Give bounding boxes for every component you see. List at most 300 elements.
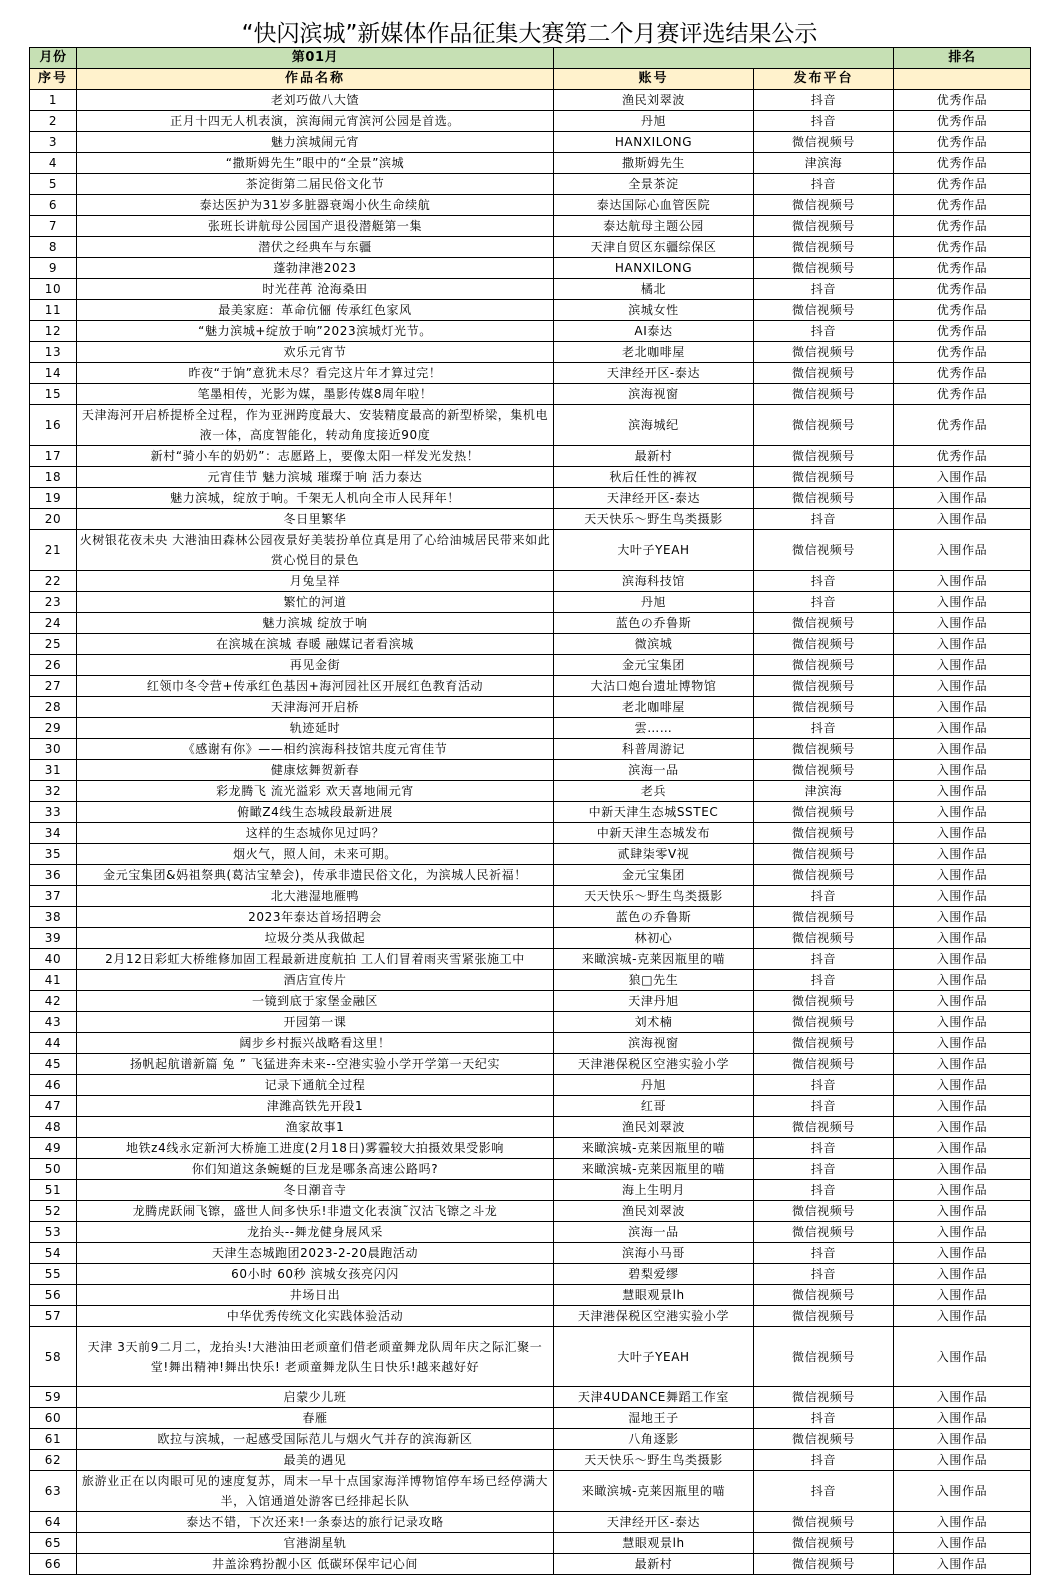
cell-name[interactable]: 泰达医护为31岁多脏器衰竭小伙生命续航 [77,195,554,216]
cell-rank[interactable]: 入围作品 [894,823,1031,844]
cell-rank[interactable]: 优秀作品 [894,216,1031,237]
cell-account[interactable]: 滨海科技馆 [554,571,754,592]
cell-no[interactable]: 20 [30,509,77,530]
cell-rank[interactable]: 入围作品 [894,991,1031,1012]
cell-no[interactable]: 46 [30,1075,77,1096]
cell-rank[interactable]: 入围作品 [894,1285,1031,1306]
cell-platform[interactable]: 微信视频号 [754,991,894,1012]
cell-platform[interactable]: 微信视频号 [754,760,894,781]
cell-account[interactable]: 中新天津生态城发布 [554,823,754,844]
cell-platform[interactable]: 抖音 [754,1159,894,1180]
cell-no[interactable]: 39 [30,928,77,949]
cell-account[interactable]: 天天快乐～野生鸟类摄影 [554,509,754,530]
cell-name[interactable]: 2023年泰达首场招聘会 [77,907,554,928]
cell-platform[interactable]: 抖音 [754,592,894,613]
cell-name[interactable]: 天津海河开启桥提桥全过程，作为亚洲跨度最大、安装精度最高的新型桥梁，集机电液一体，高度智能化，转动角度接近90度 [77,405,554,446]
cell-name[interactable]: 张班长讲航母公园国产退役潜艇第一集 [77,216,554,237]
cell-no[interactable]: 23 [30,592,77,613]
cell-name[interactable]: 冬日潮音寺 [77,1180,554,1201]
cell-account[interactable]: 渔民刘翠波 [554,90,754,111]
cell-name[interactable]: 金元宝集团&妈祖祭典(葛沽宝辇会)，传承非遗民俗文化，为滨城人民祈福！ [77,865,554,886]
cell-name[interactable]: 扬帆起航谱新篇 兔 ” 飞猛进奔未来--空港实验小学开学第一天纪实 [77,1054,554,1075]
cell-rank[interactable]: 入围作品 [894,1264,1031,1285]
cell-no[interactable]: 1 [30,90,77,111]
cell-name[interactable]: 魅力滨城闹元宵 [77,132,554,153]
cell-no[interactable]: 64 [30,1512,77,1533]
cell-no[interactable]: 14 [30,363,77,384]
cell-name[interactable]: 健康炫舞贺新春 [77,760,554,781]
month-label-cell[interactable]: 月份 [30,48,77,69]
cell-platform[interactable]: 微信视频号 [754,739,894,760]
cell-rank[interactable]: 入围作品 [894,1012,1031,1033]
cell-rank[interactable]: 入围作品 [894,571,1031,592]
cell-account[interactable]: 滨海城纪 [554,405,754,446]
cell-no[interactable]: 43 [30,1012,77,1033]
cell-platform[interactable]: 微信视频号 [754,258,894,279]
cell-name[interactable]: 春雁 [77,1408,554,1429]
cell-account[interactable]: 橘北 [554,279,754,300]
cell-account[interactable]: 秋后任性的裤衩 [554,467,754,488]
cell-name[interactable]: 茶淀街第二届民俗文化节 [77,174,554,195]
cell-no[interactable]: 41 [30,970,77,991]
cell-platform[interactable]: 抖音 [754,1243,894,1264]
cell-account[interactable]: 天津丹旭 [554,991,754,1012]
cell-rank[interactable]: 入围作品 [894,1327,1031,1387]
cell-no[interactable]: 48 [30,1117,77,1138]
cell-account[interactable]: 天津经开区-泰达 [554,363,754,384]
cell-account[interactable]: 八角逐影 [554,1429,754,1450]
cell-platform[interactable]: 抖音 [754,886,894,907]
col-header-name[interactable]: 作品名称 [77,69,554,90]
cell-rank[interactable]: 优秀作品 [894,279,1031,300]
cell-rank[interactable]: 入围作品 [894,488,1031,509]
cell-platform[interactable]: 微信视频号 [754,300,894,321]
cell-no[interactable]: 59 [30,1387,77,1408]
cell-account[interactable]: 大叶子YEAH [554,1327,754,1387]
cell-platform[interactable]: 微信视频号 [754,907,894,928]
cell-platform[interactable]: 抖音 [754,111,894,132]
cell-name[interactable]: 烟火气，照人间，未来可期。 [77,844,554,865]
cell-account[interactable]: 慧眼观景lh [554,1285,754,1306]
cell-account[interactable]: 滨海视窗 [554,384,754,405]
cell-rank[interactable]: 优秀作品 [894,384,1031,405]
cell-account[interactable]: 林初心 [554,928,754,949]
cell-platform[interactable]: 微信视频号 [754,823,894,844]
cell-no[interactable]: 13 [30,342,77,363]
cell-account[interactable]: 渔民刘翠波 [554,1117,754,1138]
cell-rank[interactable]: 入围作品 [894,530,1031,571]
cell-platform[interactable]: 抖音 [754,90,894,111]
cell-rank[interactable]: 入围作品 [894,1243,1031,1264]
cell-account[interactable]: 老北咖啡屋 [554,342,754,363]
cell-no[interactable]: 44 [30,1033,77,1054]
cell-platform[interactable]: 微信视频号 [754,488,894,509]
cell-name[interactable]: 渔家故事1 [77,1117,554,1138]
cell-platform[interactable]: 微信视频号 [754,1054,894,1075]
cell-account[interactable]: 天津4UDANCE舞蹈工作室 [554,1387,754,1408]
cell-platform[interactable]: 微信视频号 [754,802,894,823]
cell-account[interactable]: 金元宝集团 [554,655,754,676]
cell-account[interactable]: 泰达航母主题公园 [554,216,754,237]
cell-no[interactable]: 49 [30,1138,77,1159]
cell-rank[interactable]: 优秀作品 [894,132,1031,153]
cell-no[interactable]: 9 [30,258,77,279]
cell-platform[interactable]: 微信视频号 [754,216,894,237]
cell-rank[interactable]: 入围作品 [894,928,1031,949]
cell-name[interactable]: 最美的遇见 [77,1450,554,1471]
cell-no[interactable]: 63 [30,1471,77,1512]
cell-rank[interactable]: 入围作品 [894,1033,1031,1054]
cell-account[interactable]: 湿地王子 [554,1408,754,1429]
cell-platform[interactable]: 微信视频号 [754,195,894,216]
cell-name[interactable]: 泰达不错，下次还来!一条泰达的旅行记录攻略 [77,1512,554,1533]
cell-rank[interactable]: 优秀作品 [894,258,1031,279]
cell-platform[interactable]: 微信视频号 [754,1533,894,1554]
cell-platform[interactable]: 微信视频号 [754,613,894,634]
cell-name[interactable]: 这样的生态城你见过吗？ [77,823,554,844]
cell-no[interactable]: 21 [30,530,77,571]
cell-no[interactable]: 42 [30,991,77,1012]
cell-no[interactable]: 60 [30,1408,77,1429]
cell-no[interactable]: 6 [30,195,77,216]
cell-name[interactable]: 中华优秀传统文化实践体验活动 [77,1306,554,1327]
cell-platform[interactable]: 微信视频号 [754,676,894,697]
cell-account[interactable]: 天津港保税区空港实验小学 [554,1054,754,1075]
cell-rank[interactable]: 入围作品 [894,1096,1031,1117]
cell-name[interactable]: 蓬勃津港2023 [77,258,554,279]
cell-platform[interactable]: 微信视频号 [754,1306,894,1327]
cell-no[interactable]: 19 [30,488,77,509]
cell-rank[interactable]: 优秀作品 [894,446,1031,467]
cell-name[interactable]: 在滨城在滨城 春暖 融媒记者看滨城 [77,634,554,655]
cell-name[interactable]: 欢乐元宵节 [77,342,554,363]
cell-no[interactable]: 25 [30,634,77,655]
cell-platform[interactable]: 抖音 [754,970,894,991]
cell-rank[interactable]: 入围作品 [894,1512,1031,1533]
cell-no[interactable]: 61 [30,1429,77,1450]
cell-rank[interactable]: 入围作品 [894,1222,1031,1243]
cell-rank[interactable]: 入围作品 [894,718,1031,739]
cell-name[interactable]: 新村“骑小车的奶奶”：志愿路上，要像太阳一样发光发热！ [77,446,554,467]
cell-account[interactable]: 老兵 [554,781,754,802]
cell-name[interactable]: “撒斯姆先生”眼中的“全景”滨城 [77,153,554,174]
cell-account[interactable]: 刘术楠 [554,1012,754,1033]
cell-account[interactable]: AI泰达 [554,321,754,342]
cell-platform[interactable]: 微信视频号 [754,1327,894,1387]
cell-no[interactable]: 4 [30,153,77,174]
cell-no[interactable]: 33 [30,802,77,823]
cell-platform[interactable]: 微信视频号 [754,1554,894,1575]
cell-platform[interactable]: 微信视频号 [754,342,894,363]
cell-rank[interactable]: 优秀作品 [894,321,1031,342]
cell-no[interactable]: 10 [30,279,77,300]
cell-platform[interactable]: 抖音 [754,1471,894,1512]
cell-name[interactable]: 元宵佳节 魅力滨城 璀璨于响 活力泰达 [77,467,554,488]
cell-no[interactable]: 5 [30,174,77,195]
cell-platform[interactable]: 微信视频号 [754,655,894,676]
cell-account[interactable]: 天天快乐～野生鸟类摄影 [554,886,754,907]
cell-account[interactable]: 泰达国际心血管医院 [554,195,754,216]
cell-name[interactable]: 《感谢有你》——相约滨海科技馆共度元宵佳节 [77,739,554,760]
cell-platform[interactable]: 微信视频号 [754,1117,894,1138]
cell-platform[interactable]: 微信视频号 [754,928,894,949]
cell-name[interactable]: 老刘巧做八大馇 [77,90,554,111]
col-header-account[interactable]: 账号 [554,69,754,90]
cell-name[interactable]: 酒店宣传片 [77,970,554,991]
cell-rank[interactable]: 入围作品 [894,467,1031,488]
cell-no[interactable]: 28 [30,697,77,718]
cell-platform[interactable]: 微信视频号 [754,865,894,886]
cell-rank[interactable]: 优秀作品 [894,111,1031,132]
cell-account[interactable]: 丹旭 [554,592,754,613]
cell-platform[interactable]: 抖音 [754,321,894,342]
cell-rank[interactable]: 优秀作品 [894,195,1031,216]
cell-account[interactable]: 滨城女性 [554,300,754,321]
cell-rank[interactable]: 入围作品 [894,1450,1031,1471]
cell-name[interactable]: 2月12日彩虹大桥维修加固工程最新进度航拍 工人们冒着雨夹雪紧张施工中 [77,949,554,970]
cell-platform[interactable]: 微信视频号 [754,1201,894,1222]
cell-name[interactable]: 开园第一课 [77,1012,554,1033]
cell-name[interactable]: 轨迹延时 [77,718,554,739]
cell-no[interactable]: 7 [30,216,77,237]
cell-name[interactable]: 潜伏之经典车与东疆 [77,237,554,258]
cell-name[interactable]: 正月十四无人机表演，滨海闹元宵滨河公园是首选。 [77,111,554,132]
cell-no[interactable]: 26 [30,655,77,676]
cell-account[interactable]: 贰肆柒零V视 [554,844,754,865]
col-header-platform[interactable]: 发布平台 [754,69,894,90]
cell-platform[interactable]: 抖音 [754,509,894,530]
cell-name[interactable]: 天津海河开启桥 [77,697,554,718]
cell-rank[interactable]: 入围作品 [894,1471,1031,1512]
cell-name[interactable]: 时光荏苒 沧海桑田 [77,279,554,300]
cell-rank[interactable]: 优秀作品 [894,342,1031,363]
cell-platform[interactable]: 微信视频号 [754,132,894,153]
cell-platform[interactable]: 微信视频号 [754,237,894,258]
cell-rank[interactable]: 入围作品 [894,1054,1031,1075]
cell-rank[interactable]: 入围作品 [894,655,1031,676]
cell-name[interactable]: 昨夜“于饷”意犹未尽？看完这片年才算过完！ [77,363,554,384]
cell-rank[interactable]: 入围作品 [894,865,1031,886]
cell-rank[interactable]: 优秀作品 [894,405,1031,446]
cell-rank[interactable]: 入围作品 [894,1387,1031,1408]
cell-account[interactable]: 丹旭 [554,1075,754,1096]
cell-account[interactable]: 天津自贸区东疆综保区 [554,237,754,258]
cell-account[interactable]: 碧梨爱缪 [554,1264,754,1285]
cell-rank[interactable]: 入围作品 [894,634,1031,655]
cell-platform[interactable]: 抖音 [754,718,894,739]
cell-no[interactable]: 31 [30,760,77,781]
cell-account[interactable]: 天津经开区-泰达 [554,1512,754,1533]
cell-account[interactable]: 撒斯姆先生 [554,153,754,174]
cell-name[interactable]: 津潍高铁先开段1 [77,1096,554,1117]
cell-platform[interactable]: 津滨海 [754,153,894,174]
cell-platform[interactable]: 微信视频号 [754,1222,894,1243]
cell-platform[interactable]: 微信视频号 [754,634,894,655]
cell-rank[interactable]: 入围作品 [894,1554,1031,1575]
cell-name[interactable]: 井盖涂鸦扮靓小区 低碳环保牢记心间 [77,1554,554,1575]
cell-name[interactable]: 笔墨相传，光影为媒，墨影传媒8周年啦！ [77,384,554,405]
cell-name[interactable]: 火树银花夜未央 大港油田森林公园夜景好美装扮单位真是用了心给油城居民带来如此赏心悦目的景色 [77,530,554,571]
cell-rank[interactable]: 优秀作品 [894,153,1031,174]
cell-platform[interactable]: 微信视频号 [754,844,894,865]
cell-account[interactable]: HANXILONG [554,132,754,153]
col-header-no[interactable]: 序号 [30,69,77,90]
cell-no[interactable]: 24 [30,613,77,634]
cell-account[interactable]: 来瞰滨城-克莱因瓶里的喵 [554,1471,754,1512]
cell-account[interactable]: 金元宝集团 [554,865,754,886]
cell-account[interactable]: 雲…… [554,718,754,739]
cell-no[interactable]: 45 [30,1054,77,1075]
cell-no[interactable]: 52 [30,1201,77,1222]
cell-platform[interactable]: 微信视频号 [754,1033,894,1054]
cell-rank[interactable]: 入围作品 [894,1159,1031,1180]
cell-account[interactable]: 微滨城 [554,634,754,655]
cell-rank[interactable]: 入围作品 [894,1180,1031,1201]
cell-rank[interactable]: 入围作品 [894,697,1031,718]
month-empty-cell[interactable] [554,48,894,69]
cell-account[interactable]: 天津经开区-泰达 [554,488,754,509]
cell-name[interactable]: 魅力滨城 绽放于响 [77,613,554,634]
cell-account[interactable]: 来瞰滨城-克莱因瓶里的喵 [554,1138,754,1159]
cell-no[interactable]: 16 [30,405,77,446]
cell-name[interactable]: 60小时 60秒 滨城女孩亮闪闪 [77,1264,554,1285]
cell-name[interactable]: 龙腾虎跃闹飞镲，盛世人间多快乐!非遗文化表演˜汉沽飞镲之斗龙 [77,1201,554,1222]
cell-no[interactable]: 37 [30,886,77,907]
cell-name[interactable]: 天津 3天前9二月二，龙抬头!大港油田老顽童们借老顽童舞龙队周年庆之际汇聚一堂!舞出精神!舞出快乐! 老顽童舞龙队生日快乐!越来越好好 [77,1327,554,1387]
cell-rank[interactable]: 入围作品 [894,970,1031,991]
cell-account[interactable]: 天天快乐～野生鸟类摄影 [554,1450,754,1471]
cell-no[interactable]: 55 [30,1264,77,1285]
cell-account[interactable]: 老北咖啡屋 [554,697,754,718]
cell-platform[interactable]: 微信视频号 [754,405,894,446]
cell-no[interactable]: 65 [30,1533,77,1554]
cell-account[interactable]: 滨海视窗 [554,1033,754,1054]
cell-rank[interactable]: 入围作品 [894,844,1031,865]
cell-no[interactable]: 2 [30,111,77,132]
cell-rank[interactable]: 入围作品 [894,760,1031,781]
cell-platform[interactable]: 抖音 [754,279,894,300]
cell-platform[interactable]: 抖音 [754,949,894,970]
cell-account[interactable]: 最新村 [554,446,754,467]
cell-platform[interactable]: 抖音 [754,1096,894,1117]
cell-platform[interactable]: 微信视频号 [754,1512,894,1533]
cell-name[interactable]: 彩龙腾飞 流光溢彩 欢天喜地闹元宵 [77,781,554,802]
cell-platform[interactable]: 微信视频号 [754,1387,894,1408]
cell-rank[interactable]: 入围作品 [894,949,1031,970]
cell-name[interactable]: 阔步乡村振兴战略看这里！ [77,1033,554,1054]
month-value-cell[interactable]: 第01月 [77,48,554,69]
cell-account[interactable]: 大叶子YEAH [554,530,754,571]
cell-platform[interactable]: 微信视频号 [754,1285,894,1306]
col-header-rank[interactable] [894,69,1031,90]
cell-name[interactable]: 最美家庭：革命伉俪 传承红色家风 [77,300,554,321]
cell-no[interactable]: 29 [30,718,77,739]
cell-no[interactable]: 22 [30,571,77,592]
cell-rank[interactable]: 优秀作品 [894,300,1031,321]
cell-no[interactable]: 32 [30,781,77,802]
cell-account[interactable]: 天津港保税区空港实验小学 [554,1306,754,1327]
cell-no[interactable]: 34 [30,823,77,844]
cell-rank[interactable]: 入围作品 [894,739,1031,760]
cell-no[interactable]: 12 [30,321,77,342]
cell-name[interactable]: 一镜到底于家堡金融区 [77,991,554,1012]
cell-name[interactable]: 地铁z4线永定新河大桥施工进度(2月18日)雾霾较大拍摄效果受影响 [77,1138,554,1159]
cell-platform[interactable]: 抖音 [754,1138,894,1159]
cell-name[interactable]: 旅游业正在以肉眼可见的速度复苏，周末一早十点国家海洋博物馆停车场已经停满大半，入馆通道处游客已经排起长队 [77,1471,554,1512]
cell-no[interactable]: 62 [30,1450,77,1471]
cell-account[interactable]: 全景茶淀 [554,174,754,195]
cell-platform[interactable]: 微信视频号 [754,530,894,571]
cell-account[interactable]: 海上生明月 [554,1180,754,1201]
cell-no[interactable]: 3 [30,132,77,153]
cell-account[interactable]: 来瞰滨城-克莱因瓶里的喵 [554,1159,754,1180]
cell-no[interactable]: 17 [30,446,77,467]
cell-platform[interactable]: 微信视频号 [754,1012,894,1033]
cell-platform[interactable]: 微信视频号 [754,363,894,384]
cell-no[interactable]: 53 [30,1222,77,1243]
cell-account[interactable]: 蓝色の乔鲁斯 [554,613,754,634]
cell-platform[interactable]: 抖音 [754,1264,894,1285]
cell-platform[interactable]: 微信视频号 [754,697,894,718]
cell-name[interactable]: 垃圾分类从我做起 [77,928,554,949]
cell-rank[interactable]: 优秀作品 [894,363,1031,384]
cell-no[interactable]: 27 [30,676,77,697]
cell-no[interactable]: 40 [30,949,77,970]
cell-platform[interactable]: 抖音 [754,1180,894,1201]
cell-rank[interactable]: 入围作品 [894,592,1031,613]
cell-no[interactable]: 66 [30,1554,77,1575]
cell-name[interactable]: 再见金街 [77,655,554,676]
cell-name[interactable]: 冬日里繁华 [77,509,554,530]
cell-no[interactable]: 11 [30,300,77,321]
cell-name[interactable]: 天津生态城跑团2023-2-20晨跑活动 [77,1243,554,1264]
cell-rank[interactable]: 入围作品 [894,1117,1031,1138]
cell-account[interactable]: 中新天津生态城SSTEC [554,802,754,823]
cell-account[interactable]: 慧眼观景lh [554,1533,754,1554]
cell-account[interactable]: HANXILONG [554,258,754,279]
rank-label-cell[interactable]: 排名 [894,48,1031,69]
cell-rank[interactable]: 入围作品 [894,613,1031,634]
cell-platform[interactable]: 微信视频号 [754,467,894,488]
cell-rank[interactable]: 入围作品 [894,1306,1031,1327]
cell-rank[interactable]: 优秀作品 [894,90,1031,111]
cell-rank[interactable]: 入围作品 [894,509,1031,530]
cell-name[interactable]: 月兔呈祥 [77,571,554,592]
cell-no[interactable]: 50 [30,1159,77,1180]
cell-no[interactable]: 51 [30,1180,77,1201]
cell-name[interactable]: “魅力滨城+绽放于响”2023滨城灯光节。 [77,321,554,342]
cell-account[interactable]: 最新村 [554,1554,754,1575]
cell-name[interactable]: 你们知道这条蜿蜒的巨龙是哪条高速公路吗? [77,1159,554,1180]
cell-no[interactable]: 57 [30,1306,77,1327]
cell-name[interactable]: 官港湖星轨 [77,1533,554,1554]
cell-account[interactable]: 科普周游记 [554,739,754,760]
cell-platform[interactable]: 微信视频号 [754,446,894,467]
cell-account[interactable]: 渔民刘翠波 [554,1201,754,1222]
cell-rank[interactable]: 入围作品 [894,1429,1031,1450]
cell-rank[interactable]: 入围作品 [894,1533,1031,1554]
cell-platform[interactable]: 抖音 [754,571,894,592]
cell-no[interactable]: 30 [30,739,77,760]
cell-name[interactable]: 启蒙少儿班 [77,1387,554,1408]
cell-rank[interactable]: 入围作品 [894,886,1031,907]
cell-account[interactable]: 红哥 [554,1096,754,1117]
cell-platform[interactable]: 微信视频号 [754,384,894,405]
cell-name[interactable]: 魅力滨城，绽放于响。千架无人机向全市人民拜年！ [77,488,554,509]
cell-name[interactable]: 井场日出 [77,1285,554,1306]
cell-rank[interactable]: 优秀作品 [894,174,1031,195]
cell-account[interactable]: 丹旭 [554,111,754,132]
